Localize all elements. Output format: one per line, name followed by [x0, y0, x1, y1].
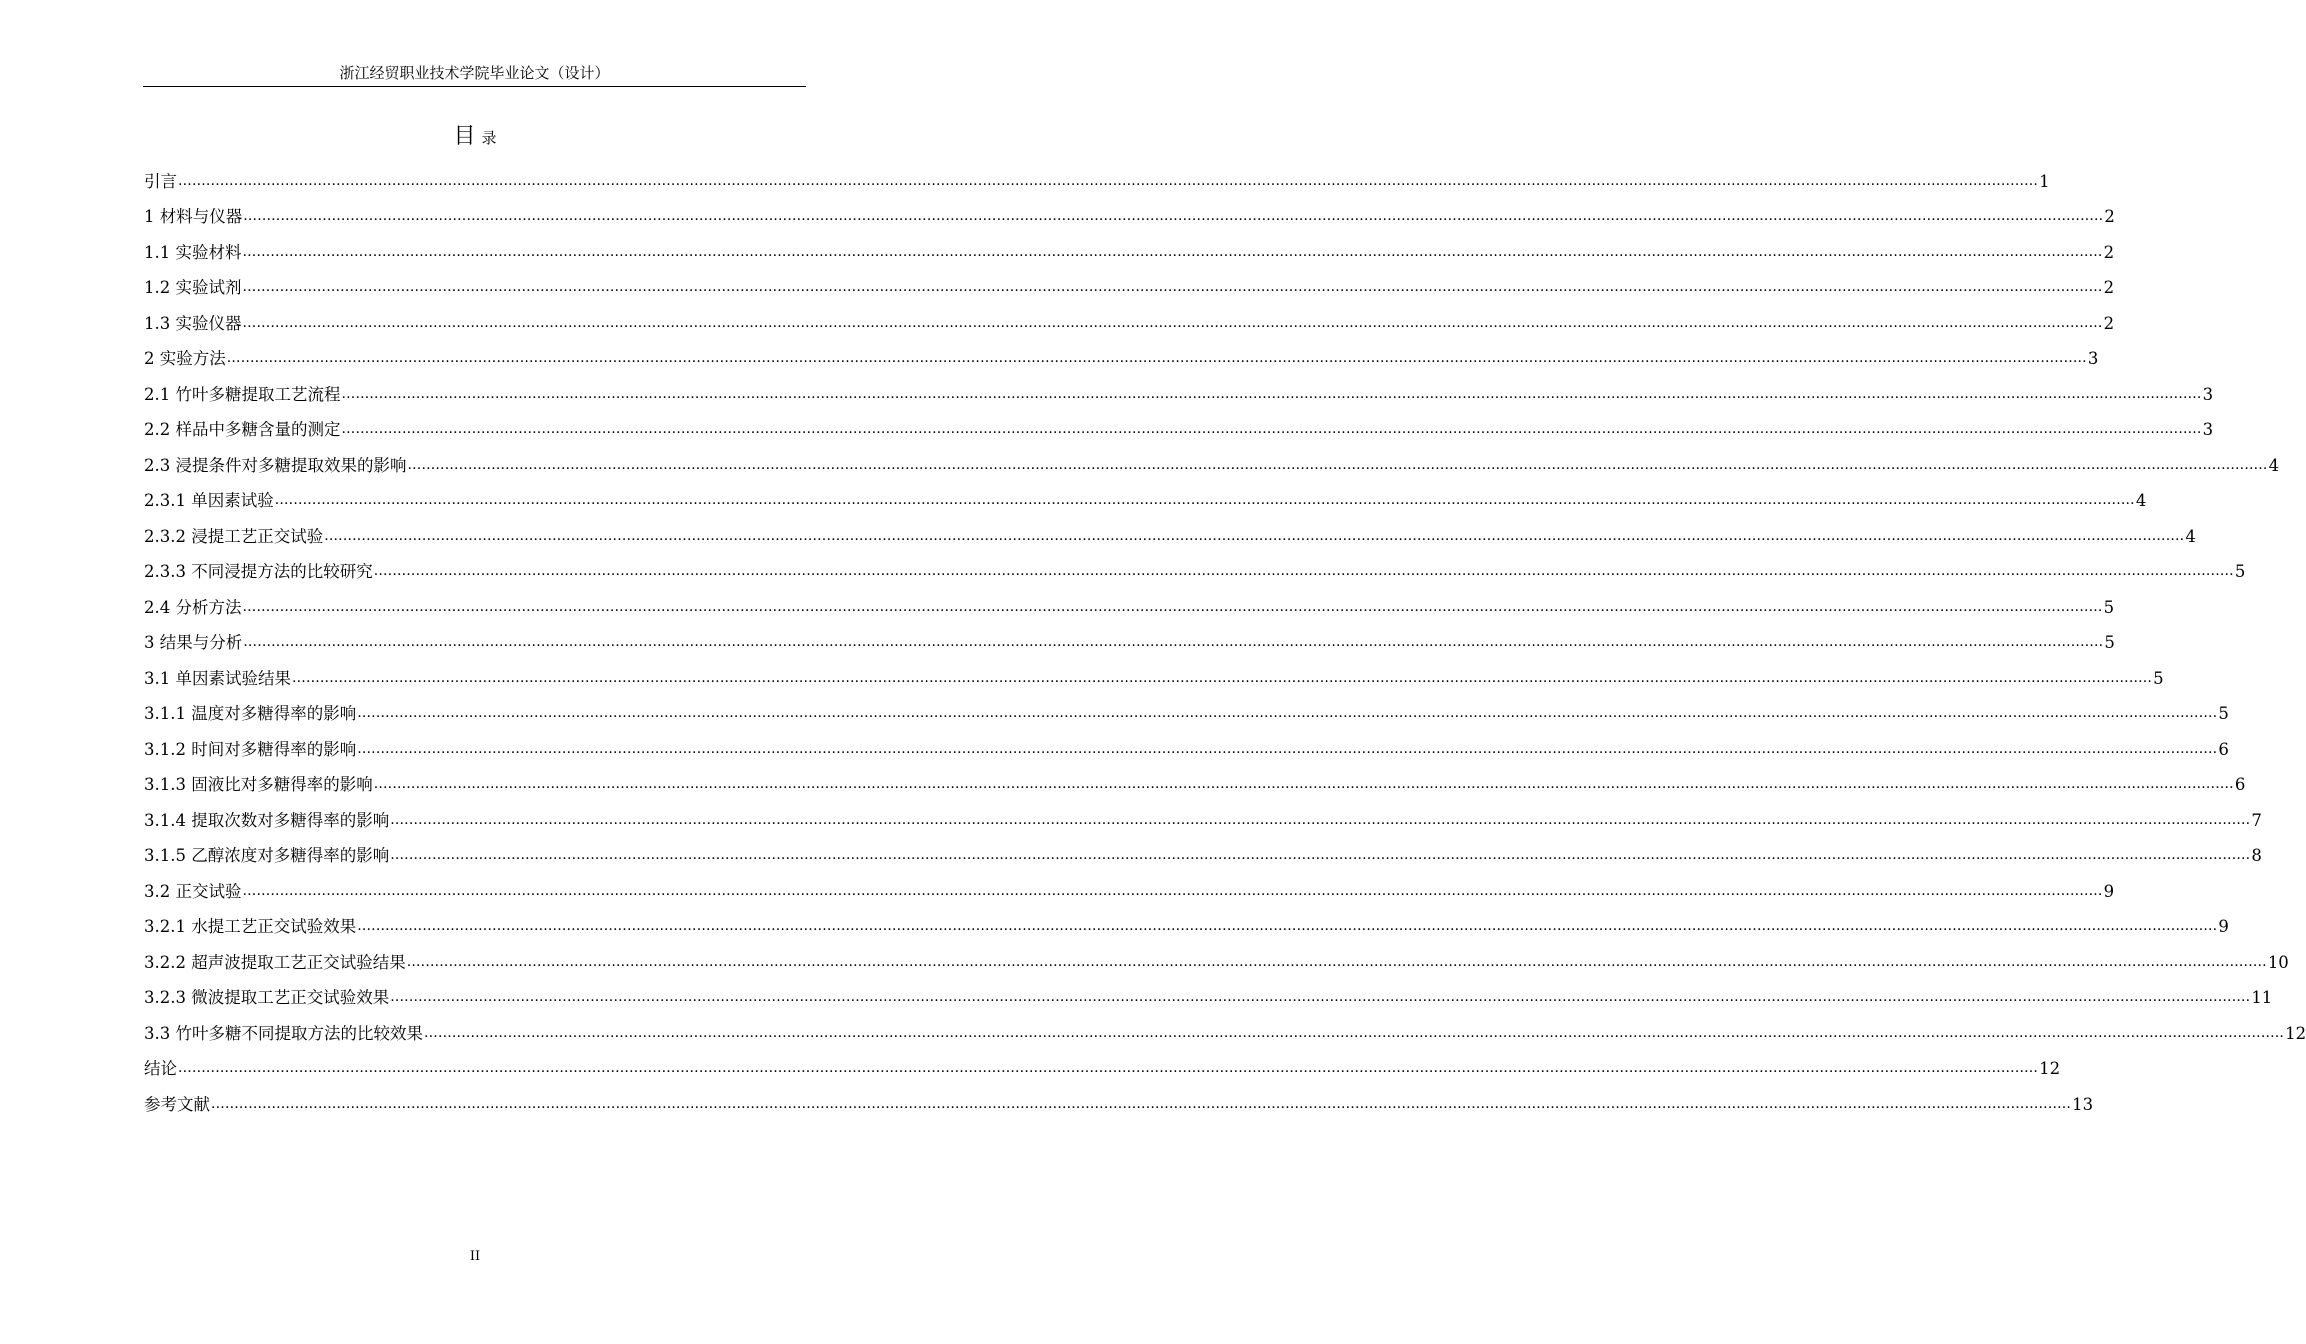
toc-entry[interactable]: [144, 515, 2196, 551]
toc-entry-label: 3 结果与分析: [144, 633, 243, 652]
toc-entry-page-number: 5: [2103, 597, 2115, 617]
toc-entry[interactable]: [144, 977, 2273, 1013]
toc-entry-label: 3.1 单因素试验结果: [144, 668, 291, 688]
toc-dot-leader: ................................................................................................................................................................................................................................................................................................................................................................................................................: [242, 243, 2103, 260]
toc-dot-leader: ................................................................................................................................................................................................................................................................................................................................................................................................................: [226, 350, 2087, 366]
toc-entry[interactable]: [144, 302, 2115, 338]
toc-entry-page-number: 3: [2202, 384, 2214, 404]
toc-entry[interactable]: [144, 1048, 2061, 1084]
toc-entry[interactable]: [144, 906, 2229, 942]
toc-dot-leader: ................................................................................................................................................................................................................................................................................................................................................................................................................: [292, 669, 2153, 686]
toc-dot-leader: ................................................................................................................................................................................................................................................................................................................................................................................................................: [341, 385, 2202, 402]
toc-entry[interactable]: [144, 1012, 2306, 1048]
toc-dot-leader: ................................................................................................................................................................................................................................................................................................................................................................................................................: [357, 740, 2218, 757]
toc-entry-page-number: 5: [2153, 668, 2164, 688]
toc-dot-leader: ................................................................................................................................................................................................................................................................................................................................................................................................................: [373, 776, 2234, 792]
toc-entry-label: 1.2 实验试剂: [144, 278, 242, 297]
toc-entry-label: 结论: [144, 1059, 177, 1078]
toc-entry-label: 3.1.2 时间对多糖得率的影响: [144, 739, 357, 759]
toc-dot-leader: ................................................................................................................................................................................................................................................................................................................................................................................................................: [373, 563, 2234, 579]
toc-entry[interactable]: [144, 799, 2262, 835]
toc-entry-label: 2.4 分析方法: [144, 597, 242, 617]
toc-dot-leader: ................................................................................................................................................................................................................................................................................................................................................................................................................: [178, 1060, 2039, 1076]
toc-entry[interactable]: [144, 586, 2115, 622]
toc-dot-leader: ................................................................................................................................................................................................................................................................................................................................................................................................................: [242, 598, 2103, 615]
toc-entry[interactable]: [144, 409, 2214, 445]
toc-entry-page-number: 1: [2039, 171, 2050, 191]
toc-entry-page-number: 4: [2135, 491, 2147, 510]
toc-entry-page-number: 3: [2202, 420, 2214, 439]
toc-dot-leader: ................................................................................................................................................................................................................................................................................................................................................................................................................: [242, 882, 2103, 899]
toc-dot-leader: ................................................................................................................................................................................................................................................................................................................................................................................................................: [243, 634, 2104, 650]
toc-entry-page-number: 2: [2104, 207, 2115, 226]
toc-list: [144, 160, 2306, 1119]
toc-dot-leader: ................................................................................................................................................................................................................................................................................................................................................................................................................: [324, 527, 2185, 544]
toc-entry-page-number: 12: [2039, 1059, 2061, 1078]
toc-entry-page-number: 8: [2251, 846, 2262, 865]
toc-entry-label: 2.3.2 浸提工艺正交试验: [144, 526, 324, 546]
toc-entry-page-number: 7: [2251, 810, 2262, 830]
toc-entry[interactable]: [144, 870, 2115, 906]
toc-entry-label: 引言: [144, 171, 177, 191]
toc-entry-page-number: 6: [2234, 775, 2246, 794]
toc-dot-leader: ................................................................................................................................................................................................................................................................................................................................................................................................................: [406, 953, 2267, 970]
toc-entry-label: 2.2 样品中多糖含量的测定: [144, 420, 341, 439]
toc-dot-leader: ................................................................................................................................................................................................................................................................................................................................................................................................................: [390, 847, 2251, 863]
toc-dot-leader: ................................................................................................................................................................................................................................................................................................................................................................................................................: [424, 1024, 2285, 1041]
toc-dot-leader: ................................................................................................................................................................................................................................................................................................................................................................................................................: [407, 456, 2268, 473]
toc-entry-label: 2 实验方法: [144, 349, 226, 368]
toc-entry[interactable]: [144, 444, 2280, 480]
toc-dot-leader: ................................................................................................................................................................................................................................................................................................................................................................................................................: [341, 421, 2202, 437]
toc-dot-leader: ................................................................................................................................................................................................................................................................................................................................................................................................................: [357, 918, 2218, 934]
toc-dot-leader: ................................................................................................................................................................................................................................................................................................................................................................................................................: [242, 279, 2103, 295]
toc-entry[interactable]: [144, 835, 2262, 871]
toc-entry-page-number: 5: [2218, 704, 2229, 723]
toc-entry-label: 3.1.1 温度对多糖得率的影响: [144, 704, 357, 723]
toc-dot-leader: ................................................................................................................................................................................................................................................................................................................................................................................................................: [357, 705, 2218, 721]
toc-dot-leader: ................................................................................................................................................................................................................................................................................................................................................................................................................: [243, 208, 2104, 224]
toc-entry[interactable]: [144, 941, 2289, 977]
toc-dot-leader: ................................................................................................................................................................................................................................................................................................................................................................................................................: [390, 811, 2251, 828]
toc-entry[interactable]: [144, 622, 2115, 658]
toc-dot-leader: ................................................................................................................................................................................................................................................................................................................................................................................................................: [274, 492, 2135, 508]
toc-entry-label: 3.3 竹叶多糖不同提取方法的比较效果: [144, 1023, 423, 1043]
toc-entry-page-number: 5: [2234, 562, 2246, 581]
toc-entry-label: 3.2 正交试验: [144, 881, 242, 901]
toc-entry[interactable]: [144, 267, 2115, 303]
toc-entry-page-number: 4: [2185, 526, 2196, 546]
toc-entry[interactable]: [144, 231, 2115, 267]
toc-entry-label: 3.1.3 固液比对多糖得率的影响: [144, 775, 373, 794]
toc-entry[interactable]: [144, 657, 2164, 693]
toc-dot-leader: ................................................................................................................................................................................................................................................................................................................................................................................................................: [242, 314, 2103, 331]
toc-entry-page-number: 6: [2218, 739, 2229, 759]
toc-entry-page-number: 12: [2285, 1023, 2306, 1043]
toc-dot-leader: ................................................................................................................................................................................................................................................................................................................................................................................................................: [211, 1095, 2072, 1112]
toc-title: [0, 124, 950, 151]
toc-entry-label: 2.3.1 单因素试验: [144, 491, 274, 510]
toc-entry-page-number: 13: [2072, 1094, 2094, 1114]
toc-dot-leader: ................................................................................................................................................................................................................................................................................................................................................................................................................: [178, 172, 2039, 189]
toc-entry-page-number: 3: [2087, 349, 2099, 368]
toc-entry-page-number: 9: [2103, 881, 2115, 901]
toc-entry[interactable]: [144, 160, 2050, 196]
toc-entry[interactable]: [144, 728, 2229, 764]
toc-entry[interactable]: [144, 551, 2246, 587]
toc-entry-page-number: 10: [2267, 952, 2289, 972]
toc-entry[interactable]: [144, 480, 2147, 516]
toc-entry-label: 3.2.3 微波提取工艺正交试验效果: [144, 988, 390, 1007]
toc-entry-page-number: 2: [2103, 278, 2115, 297]
toc-entry-label: 3.1.4 提取次数对多糖得率的影响: [144, 810, 390, 830]
toc-entry[interactable]: [144, 373, 2214, 409]
toc-title-sub: 录: [481, 129, 497, 147]
page-number: II: [469, 1249, 481, 1264]
toc-entry-label: 2.3 浸提条件对多糖提取效果的影响: [144, 455, 407, 475]
toc-dot-leader: ................................................................................................................................................................................................................................................................................................................................................................................................................: [390, 989, 2251, 1005]
toc-entry-page-number: 2: [2103, 242, 2115, 262]
toc-entry[interactable]: [144, 1083, 2094, 1119]
toc-entry-page-number: 11: [2251, 988, 2273, 1007]
toc-entry-page-number: 2: [2103, 313, 2115, 333]
toc-entry-label: 1.1 实验材料: [144, 242, 242, 262]
toc-entry[interactable]: [144, 196, 2115, 232]
toc-entry-label: 1.3 实验仪器: [144, 313, 242, 333]
toc-entry-label: 3.2.2 超声波提取工艺正交试验结果: [144, 952, 406, 972]
toc-entry-page-number: 9: [2218, 917, 2229, 936]
page-header: [143, 62, 806, 87]
toc-title-main: 目: [453, 124, 476, 149]
toc-entry-page-number: 5: [2104, 633, 2115, 652]
toc-entry-label: 2.3.3 不同浸提方法的比较研究: [144, 562, 373, 581]
toc-entry-label: 1 材料与仪器: [144, 207, 243, 226]
header-text: 浙江经贸职业技术学院毕业论文（设计）: [339, 64, 610, 82]
toc-entry[interactable]: [144, 338, 2099, 374]
toc-entry-label: 3.2.1 水提工艺正交试验效果: [144, 917, 357, 936]
toc-entry-label: 3.1.5 乙醇浓度对多糖得率的影响: [144, 846, 390, 865]
toc-entry[interactable]: [144, 693, 2229, 729]
toc-entry-page-number: 4: [2268, 455, 2280, 475]
toc-entry-label: 2.1 竹叶多糖提取工艺流程: [144, 384, 341, 404]
toc-entry-label: 参考文献: [144, 1094, 210, 1114]
toc-entry[interactable]: [144, 764, 2246, 800]
